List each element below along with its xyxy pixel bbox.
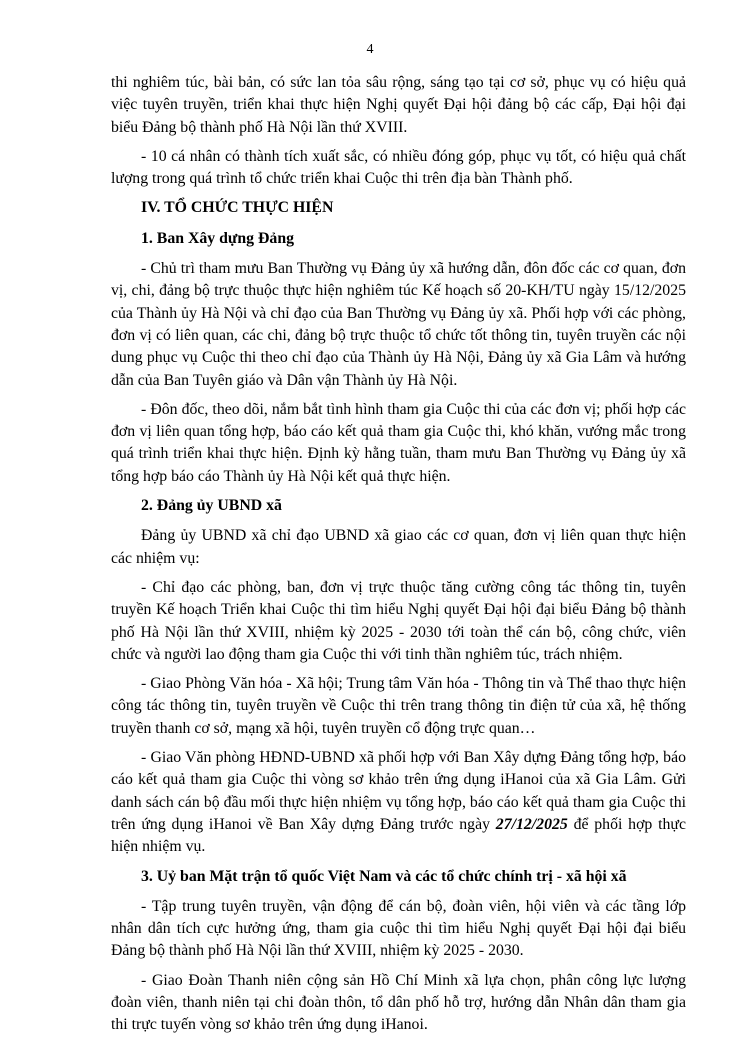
page-number: 4 bbox=[366, 42, 374, 57]
paragraph-front-propaganda: - Tập trung tuyên truyền, vận động để cán bộ, đoàn viên, hội viên và các tầng lớp nhân dân tích cực hưởng ứng, tham gia cuộc thi tìm hiểu Nghị quyết Đại hội đại biểu Đảng bộ thành phố Hà Nội lần thứ XVIII, nhiệm kỳ 2025 - 2030. bbox=[111, 897, 686, 960]
paragraph-party-building-monitor: - Đôn đốc, theo dõi, nắm bắt tình hình tham gia Cuộc thi của các đơn vị; phối hợp các đơn vị liên quan tổng hợp, báo cáo kết quả tham gia Cuộc thi, khó khăn, vướng mắc trong quá trình triển khai thực hiện. Định kỳ hằng tuần, tham mưu Ban Thường vụ Đảng ủy xã tổng hợp báo cáo Thành ủy Hà Nội kết quả thực hiện. bbox=[111, 400, 686, 485]
subheading-party-building-committee: 1. Ban Xây dựng Đảng bbox=[141, 229, 295, 247]
subheading-party-committee-ubnd: 2. Đảng ủy UBND xã bbox=[141, 497, 282, 515]
paragraph-party-building-lead: - Chủ trì tham mưu Ban Thường vụ Đảng ủy xã hướng dẫn, đôn đốc các cơ quan, đơn vị, chi, đảng bộ trực thuộc thực hiện nghiêm túc Kế hoạch số 20-KH/TU ngày 15/12/2025 của Thành ủy Hà Nội và chỉ đạo của Ban Thường vụ Đảng ủy xã. Phối hợp với các phòng, đơn vị có liên quan, các chi, đảng bộ trực thuộc tổ chức tốt thông tin, tuyên truyền các nội dung phục vụ Cuộc thi theo chỉ đạo của Thành ủy Hà Nội, Đảng ủy xã Gia Lâm và hướng dẫn của Ban Tuyên giáo và Dân vận Thành ủy Hà Nội. bbox=[111, 260, 686, 389]
paragraph-ubnd-intro: Đảng ủy UBND xã chỉ đạo UBND xã giao các cơ quan, đơn vị liên quan thực hiện các nhiệm vụ: bbox=[111, 527, 686, 567]
paragraph-ubnd-culture: - Giao Phòng Văn hóa - Xã hội; Trung tâm Văn hóa - Thông tin và Thể thao thực hiện công tác thông tin, tuyên truyền về Cuộc thi trên trang thông tin điện tử của xã, hệ thống truyền thanh cơ sở, mạng xã hội, tuyên truyền cổ động trực quan… bbox=[111, 675, 686, 737]
paragraph-individual-awards: - 10 cá nhân có thành tích xuất sắc, có nhiều đóng góp, phục vụ tốt, có hiệu quả chất lượng trong quá trình tổ chức triển khai Cuộc thi trên địa bàn Thành phố. bbox=[111, 147, 686, 188]
paragraph-youth-union: - Giao Đoàn Thanh niên cộng sản Hồ Chí Minh xã lựa chọn, phân công lực lượng đoàn viên, thanh niên tại chi đoàn thôn, tổ dân phố hỗ trợ, hướng dẫn Nhân dân tham gia thi trực tuyến vòng sơ khảo trên ứng dụng iHanoi. bbox=[111, 971, 686, 1034]
paragraph-ubnd-office-text: - Giao Văn phòng HĐND-UBND xã phối hợp với Ban Xây dựng Đảng tổng hợp, báo cáo kết quả tham gia Cuộc thi vòng sơ khảo trên ứng dụng iHanoi của xã Gia Lâm. Gửi danh sách cán bộ đầu mối thực hiện nhiệm vụ tổng hợp, báo cáo kết quả tham gia Cuộc thi trên ứng dụng iHanoi về Ban Xây dựng Đảng trước ngày bbox=[111, 749, 686, 833]
paragraph-ubnd-office-tail: để phối hợp thực hiện nhiệm vụ. bbox=[111, 815, 686, 856]
deadline-date: 27/12/2025 bbox=[495, 815, 568, 833]
paragraph-ubnd-office bbox=[111, 747, 686, 858]
paragraph-continuation: thi nghiêm túc, bài bản, có sức lan tỏa sâu rộng, sáng tạo tại cơ sở, phục vụ có hiệu quả việc tuyên truyền, triển khai thực hiện Nghị quyết Đại hội đảng bộ các cấp, Đại hội đại biểu Đảng bộ thành phố Hà Nội lần thứ XVIII. bbox=[111, 74, 686, 136]
document-body bbox=[111, 72, 686, 1044]
section-heading-implementation: IV. TỔ CHỨC THỰC HIỆN bbox=[141, 199, 334, 217]
subheading-fatherland-front: 3. Uỷ ban Mặt trận tổ quốc Việt Nam và các tổ chức chính trị - xã hội xã bbox=[141, 867, 627, 885]
paragraph-ubnd-direct: - Chỉ đạo các phòng, ban, đơn vị trực thuộc tăng cường công tác thông tin, tuyên truyền Kế hoạch Triển khai Cuộc thi tìm hiểu Nghị quyết Đại hội đại biểu Đảng bộ thành phố Hà Nội lần thứ XVIII, nhiệm kỳ 2025 - 2030 tới toàn thể cán bộ, công chức, viên chức và người lao động tham gia Cuộc thi với tinh thần nghiêm túc, trách nhiệm. bbox=[111, 578, 686, 663]
